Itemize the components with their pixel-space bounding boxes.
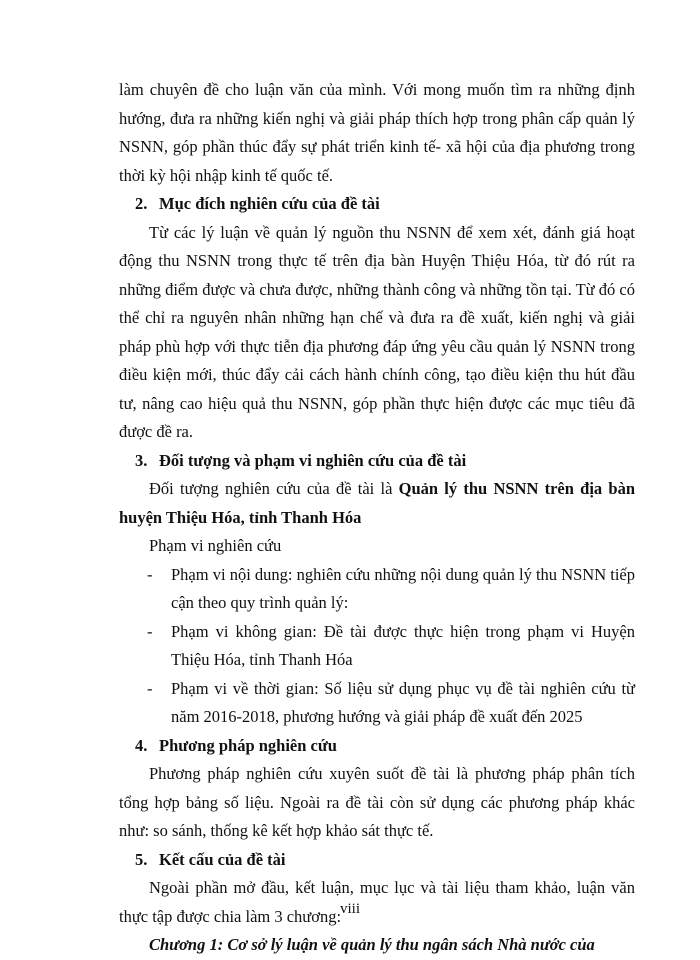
bullet-text: Phạm vi về thời gian: Số liệu sử dụng phục vụ đề tài nghiên cứu từ năm 2016-2018, phương hướng và giải pháp đề xuất đến 2025 <box>171 678 635 726</box>
section-4-heading <box>119 732 635 761</box>
section-3-scope-label: Phạm vi nghiên cứu <box>149 536 282 555</box>
section-3-title: Đối tượng và phạm vi nghiên cứu của đề tài <box>159 450 467 470</box>
section-4-number: 4. <box>135 735 148 755</box>
section-5-body: Ngoài phần mở đầu, kết luận, mục lục và tài liệu tham khảo, luận văn thực tập được chia làm 3 chương: <box>119 878 635 926</box>
section-3-heading <box>119 447 635 476</box>
section-5-title: Kết cấu của đề tài <box>159 849 286 869</box>
scope-bullet-space <box>119 618 635 675</box>
bullet-text: Phạm vi không gian: Đề tài được thực hiện trong phạm vi Huyện Thiệu Hóa, tỉnh Thanh Hóa <box>171 621 635 669</box>
section-5-number: 5. <box>135 849 148 869</box>
bullet-dash: - <box>147 621 153 641</box>
section-5-heading <box>119 846 635 875</box>
scope-bullet-time <box>119 675 635 732</box>
bullet-dash: - <box>147 564 153 584</box>
section-2-title: Mục đích nghiên cứu của đề tài <box>159 194 380 213</box>
chapter-1-line: Chương 1: Cơ sở lý luận về quản lý thu ngân sách Nhà nước của <box>149 935 595 954</box>
bullet-text: Phạm vi nội dung: nghiên cứu những nội dung quản lý thu NSNN tiếp cận theo quy trình quản lý: <box>171 564 635 612</box>
section-2-body: Từ các lý luận về quản lý nguồn thu NSNN để xem xét, đánh giá hoạt động thu NSNN trong thực tế trên địa bàn Huyện Thiệu Hóa, từ đó rút ra những điểm được và chưa được, những thành công và những tồn tại. Từ đó có thể chỉ ra nguyên nhân những hạn chế và đưa ra đề xuất, kiến nghị và giải pháp phù hợp với thực tiễn địa phương đáp ứng yêu cầu quản lý NSNN trong điều kiện mới, thúc đẩy cải cách hành chính công, tạo điều kiện thu hút đầu tư, nâng cao hiệu quả thu NSNN, góp phần thực hiện được các mục tiêu đã được đề ra. <box>119 222 635 441</box>
section-3-object-bold: Quản lý thu NSNN trên địa bàn huyện Thiệu Hóa, tỉnh Thanh Hóa <box>119 479 635 527</box>
scope-bullet-content <box>119 561 635 618</box>
section-3-number: 3. <box>135 450 148 470</box>
section-3-object <box>119 475 635 532</box>
section-2-heading <box>119 190 635 219</box>
section-2-number: 2. <box>135 194 148 213</box>
section-4-body: Phương pháp nghiên cứu xuyên suốt đề tài là phương pháp phân tích tổng hợp bảng số liệu. Ngoài ra đề tài còn sử dụng các phương pháp khác như: so sánh, thống kê kết hợp khảo sát thực tế. <box>119 764 635 840</box>
page-content <box>119 76 635 960</box>
bullet-dash: - <box>147 678 153 698</box>
page-number: viii <box>339 901 360 917</box>
intro-paragraph: làm chuyên đề cho luận văn của mình. Với mong muốn tìm ra những định hướng, đưa ra những kiến nghị và giải pháp thích hợp trong phân cấp quản lý NSNN, góp phần thúc đẩy sự phát triển kinh tế- xã hội của địa phương trong thời kỳ hội nhập kinh tế quốc tế. <box>119 80 635 185</box>
section-4-title: Phương pháp nghiên cứu <box>159 735 337 755</box>
section-3-object-prefix: Đối tượng nghiên cứu của đề tài là <box>149 479 399 498</box>
